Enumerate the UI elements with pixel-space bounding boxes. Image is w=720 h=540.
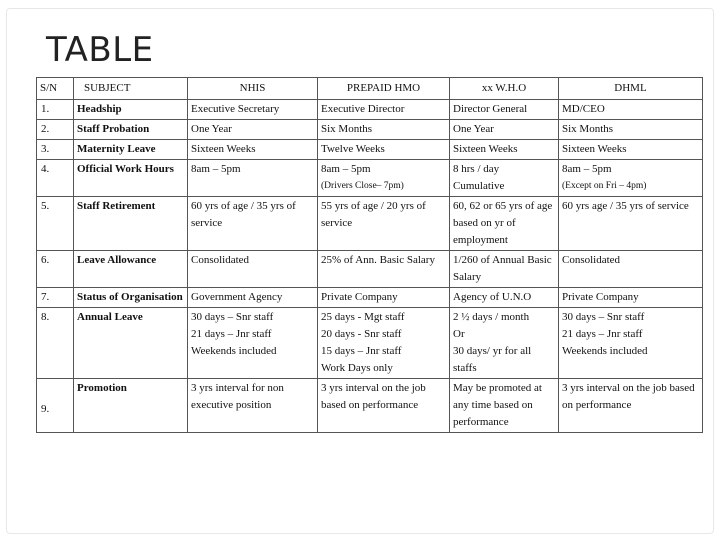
cell-nhis: Consolidated <box>188 251 318 288</box>
header-sn: S/N <box>37 78 74 100</box>
header-prepaid-hmo: PREPAID HMO <box>318 78 450 100</box>
cell-prepaid-hmo: 55 yrs of age / 20 yrs of service <box>318 197 450 251</box>
cell-line: 21 days – Jnr staff <box>562 328 643 340</box>
table-row <box>37 288 703 308</box>
row-number: 3. <box>37 140 74 160</box>
cell-line: Or <box>453 328 465 340</box>
cell-dhml: 3 yrs interval on the job based on performance <box>559 379 703 433</box>
cell-value: 8am – 5pm <box>321 163 371 175</box>
cell-who: Sixteen Weeks <box>450 140 559 160</box>
cell-dhml: Private Company <box>559 288 703 308</box>
table-row <box>37 197 703 251</box>
cell-dhml <box>559 160 703 197</box>
cell-prepaid-hmo: Twelve Weeks <box>318 140 450 160</box>
table-row <box>37 308 703 379</box>
row-subject: Promotion <box>74 379 188 433</box>
row-subject: Leave Allowance <box>74 251 188 288</box>
row-subject: Staff Probation <box>74 120 188 140</box>
row-number: 9. <box>37 379 74 433</box>
comparison-table <box>36 77 703 433</box>
cell-nhis: 60 yrs of age / 35 yrs of service <box>188 197 318 251</box>
cell-value: 8am – 5pm <box>562 163 612 175</box>
cell-dhml: MD/CEO <box>559 100 703 120</box>
row-subject: Status of Organisation <box>74 288 188 308</box>
cell-prepaid-hmo: 3 yrs interval on the job based on performance <box>318 379 450 433</box>
table-row <box>37 251 703 288</box>
cell-prepaid-hmo: Executive Director <box>318 100 450 120</box>
table-row <box>37 120 703 140</box>
cell-line: Work Days only <box>321 362 393 374</box>
cell-note: (Drivers Close– 7pm) <box>321 181 404 191</box>
header-dhml: DHML <box>559 78 703 100</box>
cell-nhis: Executive Secretary <box>188 100 318 120</box>
row-number: 6. <box>37 251 74 288</box>
cell-who <box>450 308 559 379</box>
cell-note: (Except on Fri – 4pm) <box>562 181 647 191</box>
cell-line: 15 days – Jnr staff <box>321 345 402 357</box>
cell-prepaid-hmo <box>318 308 450 379</box>
header-nhis: NHIS <box>188 78 318 100</box>
table-row <box>37 379 703 433</box>
row-subject: Official Work Hours <box>74 160 188 197</box>
cell-dhml: Consolidated <box>559 251 703 288</box>
cell-who: Director General <box>450 100 559 120</box>
slide-title: TABLE <box>46 30 154 70</box>
cell-nhis: 8am – 5pm <box>188 160 318 197</box>
cell-who: One Year <box>450 120 559 140</box>
row-number: 2. <box>37 120 74 140</box>
table-row <box>37 160 703 197</box>
cell-line: 25 days - Mgt staff <box>321 311 405 323</box>
cell-note: Cumulative <box>453 180 505 192</box>
row-number: 7. <box>37 288 74 308</box>
row-number: 1. <box>37 100 74 120</box>
cell-line: Weekends included <box>191 345 277 357</box>
row-subject: Maternity Leave <box>74 140 188 160</box>
cell-value: 8 hrs / day <box>453 163 500 175</box>
row-subject: Headship <box>74 100 188 120</box>
cell-who: Agency of U.N.O <box>450 288 559 308</box>
cell-dhml: Six Months <box>559 120 703 140</box>
table-row <box>37 100 703 120</box>
cell-who: 60, 62 or 65 yrs of age based on yr of employment <box>450 197 559 251</box>
cell-who: 1/260 of Annual Basic Salary <box>450 251 559 288</box>
cell-line: 30 days/ yr for all staffs <box>453 345 532 374</box>
header-subject: SUBJECT <box>74 78 188 100</box>
cell-prepaid-hmo: Private Company <box>318 288 450 308</box>
row-number: 8. <box>37 308 74 379</box>
cell-line: 2 ½ days / month <box>453 311 530 323</box>
cell-prepaid-hmo <box>318 160 450 197</box>
row-number: 4. <box>37 160 74 197</box>
cell-line: 21 days – Jnr staff <box>191 328 272 340</box>
row-subject: Annual Leave <box>74 308 188 379</box>
cell-line: 20 days - Snr staff <box>321 328 402 340</box>
cell-prepaid-hmo: Six Months <box>318 120 450 140</box>
cell-who <box>450 160 559 197</box>
cell-line: 30 days – Snr staff <box>562 311 645 323</box>
cell-line: Weekends included <box>562 345 648 357</box>
cell-dhml: Sixteen Weeks <box>559 140 703 160</box>
cell-line: 30 days – Snr staff <box>191 311 274 323</box>
cell-nhis: Government Agency <box>188 288 318 308</box>
cell-prepaid-hmo: 25% of Ann. Basic Salary <box>318 251 450 288</box>
cell-dhml: 60 yrs age / 35 yrs of service <box>559 197 703 251</box>
cell-nhis: One Year <box>188 120 318 140</box>
table-header-row <box>37 78 703 100</box>
cell-nhis: 3 yrs interval for non executive position <box>188 379 318 433</box>
cell-nhis <box>188 308 318 379</box>
cell-who: May be promoted at any time based on performance <box>450 379 559 433</box>
cell-dhml <box>559 308 703 379</box>
header-who: xx W.H.O <box>450 78 559 100</box>
cell-nhis: Sixteen Weeks <box>188 140 318 160</box>
row-subject: Staff Retirement <box>74 197 188 251</box>
row-number: 5. <box>37 197 74 251</box>
table-row <box>37 140 703 160</box>
